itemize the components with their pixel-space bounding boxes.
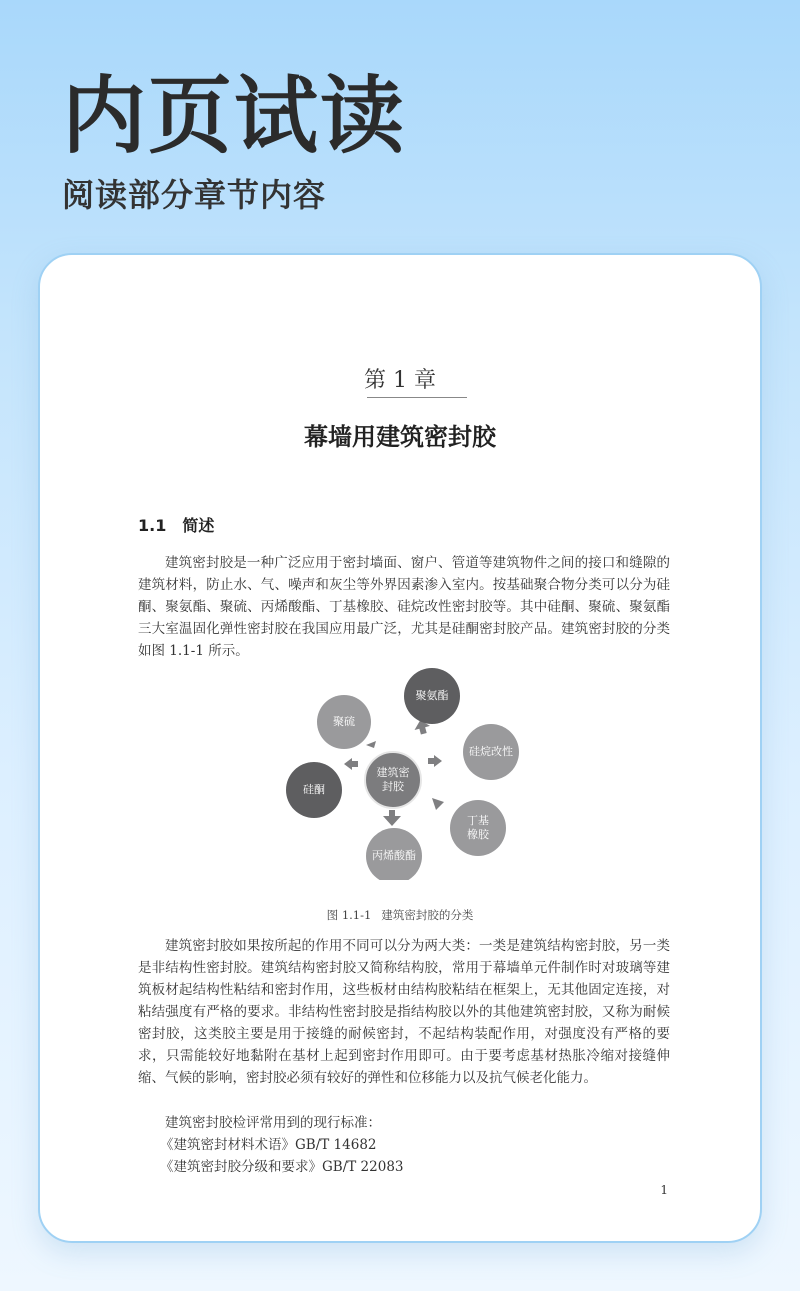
arrow-down-icon <box>383 810 401 826</box>
node-label-3: 丁基 橡胶 <box>467 814 489 841</box>
node-label-5: 硅酮 <box>303 783 325 796</box>
banner-title: 内页试读 <box>62 67 407 165</box>
banner <box>62 68 406 216</box>
arrow-downright-icon <box>432 798 444 810</box>
figure-number: 图 1.1-1 <box>326 908 372 922</box>
node-label-0: 聚硫 <box>333 715 355 728</box>
classification-diagram <box>284 668 520 880</box>
section-number: 1.1 <box>138 516 167 535</box>
preview-card <box>38 253 762 1243</box>
chapter-rule <box>367 397 467 398</box>
page-number: 1 <box>660 1183 668 1197</box>
standards-lead: 建筑密封胶检评常用到的现行标准： <box>165 1115 381 1131</box>
figure-caption-text: 建筑密封胶的分类 <box>381 908 474 922</box>
node-label-4: 丙烯酸酯 <box>372 849 416 862</box>
standard-item: 《建筑密封材料术语》GB/T 14682 <box>160 1137 377 1153</box>
chapter-number: 第 1 章 <box>364 368 436 393</box>
standard-item: 《建筑密封胶分级和要求》GB/T 22083 <box>160 1159 404 1175</box>
section-title: 简述 <box>182 516 215 535</box>
node-label-1: 聚氨酯 <box>415 689 449 702</box>
chapter-title: 幕墙用建筑密封胶 <box>304 422 496 451</box>
banner-subtitle: 阅读部分章节内容 <box>62 176 327 214</box>
arrow-upleft-icon <box>366 741 376 748</box>
arrow-right-icon <box>428 755 442 767</box>
figure-caption <box>40 907 760 923</box>
arrow-left-icon <box>344 758 358 770</box>
paragraph-types: 建筑密封胶如果按所起的作用不同可以分为两大类：一类是建筑结构密封胶，另一类是非结构性密封胶。建筑结构密封胶又简称结构胶，常用于幕墙单元件制作时对玻璃等建筑板材起结构性粘结和密封作用，这些板材由结构胶粘结在框架上，无其他固定连接，对粘结强度有严格的要求。非结构性密封胶是指结构胶以外的其他建筑密封胶，又称为耐候密封胶，这类胶主要是用于接缝的耐候密封，不起结构装配作用，对强度没有严格的要求，只需能较好地黏附在基材上起到密封作用即可。由于要考虑基材热胀冷缩对接缝伸缩、气候的影响，密封胶必须有较好的弹性和位移能力以及抗气候老化能力。 <box>138 938 670 1086</box>
section-heading <box>138 513 214 536</box>
node-label-2: 硅烷改性 <box>469 745 513 758</box>
center-label: 建筑密 封胶 <box>376 766 410 793</box>
paragraph-intro: 建筑密封胶是一种广泛应用于密封墙面、窗户、管道等建筑物件之间的接口和缝隙的建筑材料，防止水、气、噪声和灰尘等外界因素渗入室内。按基础聚合物分类可以分为硅酮、聚氨酯、聚硫、丙烯酸酯、丁基橡胶、硅烷改性密封胶等。其中硅酮、聚硫、聚氨酯三大室温固化弹性密封胶在我国应用最广泛，尤其是硅酮密封胶产品。建筑密封胶的分类如图 1.1-1 所示。 <box>138 555 670 659</box>
book-page <box>40 255 760 1241</box>
